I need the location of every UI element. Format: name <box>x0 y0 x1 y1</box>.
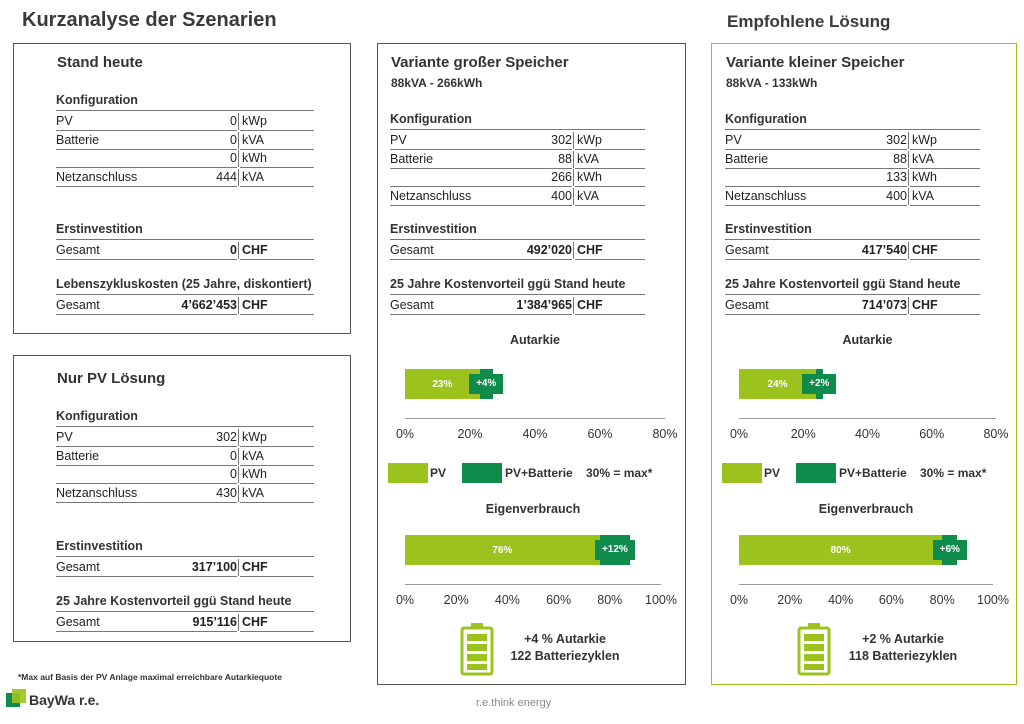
config-row <box>56 428 314 446</box>
divider <box>908 242 909 259</box>
total-row-unit: CHF <box>242 298 268 312</box>
nur-pv-title: Nur PV Lösung <box>57 370 166 387</box>
config-row-label: Netzanschluss <box>56 169 138 184</box>
config-row-label: PV <box>56 114 73 128</box>
bar-pv-batterie-label: +6% <box>933 540 967 560</box>
tick-label: 100% <box>645 593 677 607</box>
divider <box>56 556 314 557</box>
total-row-label: Gesamt <box>56 560 100 574</box>
config-row-label: Netzanschluss <box>725 188 807 203</box>
total-row-value: 714’073 <box>861 298 907 312</box>
divider <box>56 611 314 612</box>
tick-label: 0% <box>395 593 415 607</box>
total-row-label: Gesamt <box>725 298 769 312</box>
total-row-value: 4’662’453 <box>181 298 237 312</box>
total-row <box>56 296 314 314</box>
tick-label: 100% <box>977 593 1009 607</box>
divider <box>575 205 645 206</box>
divider <box>240 186 314 187</box>
divider <box>908 132 909 149</box>
klein-kv_label-label: 25 Jahre Kostenvorteil ggü Stand heute <box>725 277 961 291</box>
divider <box>725 314 907 315</box>
divider <box>725 205 907 206</box>
divider <box>240 502 314 503</box>
divider <box>56 576 237 577</box>
bar-pv: 23% <box>405 369 480 399</box>
gross-summary <box>500 631 630 665</box>
config-row-unit: kVA <box>242 169 264 184</box>
tick-label: 60% <box>878 593 904 607</box>
config-row-label: Netzanschluss <box>390 188 472 203</box>
chart-axis <box>405 418 665 419</box>
config-row-unit: kVA <box>912 188 934 203</box>
divider <box>908 188 909 205</box>
divider <box>908 297 909 314</box>
tick-label: 80% <box>652 427 678 441</box>
config-row <box>56 149 314 167</box>
footnote: *Max auf Basis der PV Anlage maximal erreichbare Autarkiequote <box>18 672 282 682</box>
divider <box>573 242 574 259</box>
tick-label: 0% <box>729 427 749 441</box>
config-row-label: Batterie <box>725 151 769 166</box>
chart-title: Eigenverbrauch <box>818 502 914 516</box>
config-row-value: 133 <box>886 170 907 184</box>
config-row-value: 302 <box>216 430 237 444</box>
legend-max-label-klein: 30% = max* <box>920 466 987 480</box>
config-row-unit: kVA <box>577 151 599 166</box>
bar-pv: 80% <box>739 535 942 565</box>
tick-label: 20% <box>777 593 803 607</box>
divider <box>56 314 237 315</box>
config-row <box>56 168 314 186</box>
total-row <box>390 296 645 314</box>
legend-pv-swatch-gross <box>388 463 428 483</box>
config-row-unit: kWp <box>242 114 267 128</box>
legend-bat-swatch-gross <box>462 463 502 483</box>
total-row-unit: CHF <box>242 560 268 574</box>
divider <box>56 259 237 260</box>
logo-text: BayWa r.e. <box>29 692 100 708</box>
total-row <box>56 241 314 259</box>
config-row-label: Batterie <box>56 132 100 147</box>
legend-bat-label-gross: PV+Batterie <box>505 466 573 480</box>
chart-title: Eigenverbrauch <box>485 502 581 516</box>
config-row <box>725 131 980 149</box>
legend-pv-label-gross: PV <box>430 466 447 480</box>
divider <box>56 110 314 111</box>
total-row-unit: CHF <box>577 298 603 312</box>
chart-axis <box>739 418 996 419</box>
gross-summary-zyklen: 122 Batteriezyklen <box>510 649 620 663</box>
gross-title: Variante großer Speicher <box>391 54 569 71</box>
divider <box>238 485 239 502</box>
chart-axis <box>405 584 661 585</box>
gross-summary-autarkie: +4 % Autarkie <box>524 632 606 646</box>
divider <box>238 150 239 167</box>
config-row-value: 430 <box>216 485 237 500</box>
tick-label: 20% <box>443 593 469 607</box>
stand_heute-lzk_label-label: Lebenszykluskosten (25 Jahre, diskontiert) <box>56 277 312 291</box>
nur_pv-konf-label: Konfiguration <box>56 409 138 423</box>
tick-label: 60% <box>587 427 613 441</box>
config-row-unit: kVA <box>242 485 264 500</box>
tick-label: 20% <box>790 427 816 441</box>
config-row <box>390 131 645 149</box>
divider <box>910 314 980 315</box>
config-row <box>725 150 980 168</box>
chart-title: Autarkie <box>509 333 561 347</box>
config-row <box>56 447 314 465</box>
config-row-label: Batterie <box>56 448 100 463</box>
config-row-unit: kWp <box>577 133 602 147</box>
bar-pv-batterie-label: +4% <box>469 374 503 394</box>
total-row-label: Gesamt <box>56 243 100 257</box>
config-row-value: 302 <box>886 133 907 147</box>
nur_pv-kv_label-label: 25 Jahre Kostenvorteil ggü Stand heute <box>56 594 292 608</box>
legend-pv-label-klein: PV <box>764 466 781 480</box>
config-row-unit: kVA <box>242 448 264 463</box>
config-row <box>390 187 645 205</box>
klein-title: Variante kleiner Speicher <box>726 54 905 71</box>
divider <box>238 242 239 259</box>
divider <box>910 205 980 206</box>
divider <box>56 502 237 503</box>
divider <box>725 239 980 240</box>
divider <box>908 151 909 168</box>
klein-summary <box>838 631 968 665</box>
config-row <box>56 465 314 483</box>
tick-label: 80% <box>597 593 623 607</box>
divider <box>240 576 314 577</box>
total-row-unit: CHF <box>577 243 603 257</box>
divider <box>56 631 237 632</box>
divider <box>575 259 645 260</box>
legend-bat-label-klein: PV+Batterie <box>839 466 907 480</box>
config-row-value: 0 <box>230 114 237 128</box>
stand-heute-title: Stand heute <box>57 54 143 71</box>
config-row-value: 0 <box>230 151 237 165</box>
config-row-unit: kWh <box>242 467 267 481</box>
divider <box>908 169 909 186</box>
config-row <box>56 131 314 149</box>
gross-konf-label: Konfiguration <box>390 112 472 126</box>
divider <box>390 294 645 295</box>
divider <box>238 113 239 130</box>
divider <box>573 297 574 314</box>
page-title: Kurzanalyse der Szenarien <box>22 9 277 31</box>
total-row-label: Gesamt <box>390 298 434 312</box>
stand_heute-konf-label: Konfiguration <box>56 93 138 107</box>
divider <box>573 132 574 149</box>
tick-label: 60% <box>919 427 945 441</box>
divider <box>573 188 574 205</box>
config-row-unit: kWh <box>577 170 602 184</box>
divider <box>390 205 572 206</box>
config-row-unit: kWh <box>912 170 937 184</box>
battery-icon <box>460 622 494 676</box>
total-row-value: 317’100 <box>191 560 237 574</box>
config-row-value: 400 <box>886 188 907 203</box>
total-row-unit: CHF <box>912 298 938 312</box>
bar-pv: 24% <box>739 369 816 399</box>
divider <box>910 259 980 260</box>
total-row-value: 417’540 <box>861 243 907 257</box>
total-row <box>725 241 980 259</box>
config-row-unit: kWp <box>912 133 937 147</box>
tick-label: 0% <box>729 593 749 607</box>
divider <box>240 631 314 632</box>
config-row-label: Batterie <box>390 151 434 166</box>
divider <box>725 294 980 295</box>
stand_heute-erst_label-label: Erstinvestition <box>56 222 143 236</box>
divider <box>390 129 645 130</box>
divider <box>238 429 239 446</box>
total-row-value: 915’116 <box>192 615 237 629</box>
config-row-value: 88 <box>893 151 907 166</box>
gross-erst_label-label: Erstinvestition <box>390 222 477 236</box>
baywa-logo-icon <box>6 689 26 709</box>
gross-kv_label-label: 25 Jahre Kostenvorteil ggü Stand heute <box>390 277 626 291</box>
total-row <box>390 241 645 259</box>
config-row <box>56 112 314 130</box>
divider <box>56 239 314 240</box>
config-row-value: 0 <box>230 448 237 463</box>
divider <box>390 314 572 315</box>
tick-label: 40% <box>854 427 881 441</box>
bar-pv-batterie-label: +2% <box>802 374 836 394</box>
divider <box>390 239 645 240</box>
total-row-value: 1’384’965 <box>516 298 572 312</box>
config-row <box>390 150 645 168</box>
divider <box>238 132 239 149</box>
divider <box>238 448 239 465</box>
divider <box>240 314 314 315</box>
bar-pv-batterie-label: +12% <box>595 540 636 560</box>
total-row-label: Gesamt <box>390 243 434 257</box>
divider <box>240 259 314 260</box>
klein-konf-label: Konfiguration <box>725 112 807 126</box>
divider <box>238 169 239 186</box>
klein-summary-autarkie: +2 % Autarkie <box>862 632 944 646</box>
legend-bat-swatch-klein <box>796 463 836 483</box>
total-row-value: 492’020 <box>526 243 572 257</box>
tick-label: 0% <box>395 427 415 441</box>
config-row-value: 444 <box>216 169 237 184</box>
config-row-value: 0 <box>230 467 237 481</box>
tick-label: 80% <box>929 593 955 607</box>
config-row <box>56 484 314 502</box>
divider <box>56 426 314 427</box>
chart-axis <box>739 584 993 585</box>
divider <box>238 466 239 483</box>
config-row-label: PV <box>725 133 742 147</box>
total-row-unit: CHF <box>242 243 268 257</box>
config-row-unit: kWp <box>242 430 267 444</box>
config-row-value: 400 <box>551 188 572 203</box>
tick-label: 60% <box>546 593 572 607</box>
recommended-title: Empfohlene Lösung <box>727 12 891 31</box>
config-row-label: PV <box>56 430 73 444</box>
legend-max-label-gross: 30% = max* <box>586 466 653 480</box>
divider <box>725 259 907 260</box>
total-row <box>725 296 980 314</box>
config-row-unit: kWh <box>242 151 267 165</box>
config-row-label: Netzanschluss <box>56 485 138 500</box>
config-row <box>725 168 980 186</box>
total-row <box>56 613 314 631</box>
config-row-value: 88 <box>558 151 572 166</box>
divider <box>390 259 572 260</box>
divider <box>573 169 574 186</box>
divider <box>56 186 237 187</box>
config-row-value: 0 <box>230 132 237 147</box>
klein-subtitle: 88kVA - 133kWh <box>726 76 818 90</box>
divider <box>573 151 574 168</box>
config-row-unit: kVA <box>912 151 934 166</box>
total-row-unit: CHF <box>912 243 938 257</box>
divider <box>575 314 645 315</box>
config-row-unit: kVA <box>577 188 599 203</box>
config-row <box>725 187 980 205</box>
nur_pv-erst_label-label: Erstinvestition <box>56 539 143 553</box>
klein-summary-zyklen: 118 Batteriezyklen <box>848 649 958 663</box>
battery-icon <box>797 622 831 676</box>
klein-erst_label-label: Erstinvestition <box>725 222 812 236</box>
total-row-value: 0 <box>230 243 237 257</box>
total-row-label: Gesamt <box>725 243 769 257</box>
divider <box>725 129 980 130</box>
config-row-value: 266 <box>551 170 572 184</box>
tick-label: 40% <box>828 593 854 607</box>
config-row-label: PV <box>390 133 407 147</box>
tick-label: 80% <box>983 427 1009 441</box>
tick-label: 20% <box>457 427 483 441</box>
total-row <box>56 558 314 576</box>
chart-title: Autarkie <box>842 333 893 347</box>
config-row-unit: kVA <box>242 132 264 147</box>
divider <box>238 559 239 576</box>
total-row-label: Gesamt <box>56 615 100 629</box>
bar-pv: 76% <box>405 535 600 565</box>
tick-label: 40% <box>494 593 520 607</box>
divider <box>56 294 314 295</box>
tick-label: 40% <box>522 427 548 441</box>
config-row <box>390 168 645 186</box>
total-row-unit: CHF <box>242 615 268 629</box>
divider <box>238 614 239 631</box>
legend-pv-swatch-klein <box>722 463 762 483</box>
tagline: r.e.think energy <box>476 697 552 709</box>
gross-subtitle: 88kVA - 266kWh <box>391 76 483 90</box>
config-row-value: 302 <box>551 133 572 147</box>
total-row-label: Gesamt <box>56 298 100 312</box>
divider <box>238 297 239 314</box>
